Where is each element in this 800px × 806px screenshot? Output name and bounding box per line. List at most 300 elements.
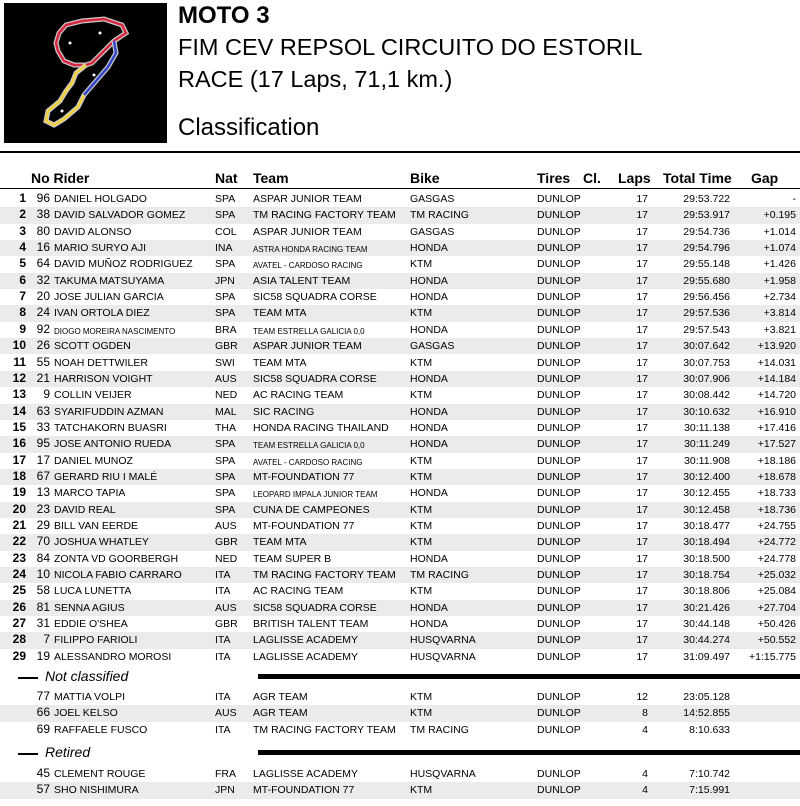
table-row — [0, 485, 800, 501]
tires: DUNLOP — [537, 372, 581, 385]
laps: 17 — [636, 569, 648, 582]
rider-number: 31 — [36, 616, 50, 631]
rider-name: DAVID REAL — [54, 503, 116, 516]
table-row — [0, 338, 800, 354]
total-time: 30:18.494 — [683, 536, 730, 549]
team-name: TEAM MTA — [253, 307, 307, 320]
laps: 17 — [636, 585, 648, 598]
table-row — [0, 518, 800, 534]
laps: 8 — [642, 707, 648, 720]
team-name: TEAM SUPER B — [253, 552, 332, 565]
position: 4 — [19, 240, 26, 255]
class-name: MOTO 3 — [178, 2, 270, 29]
circuit-map-logo — [4, 3, 167, 143]
rider-name: DANIEL HOLGADO — [54, 193, 147, 205]
gap: +25.084 — [757, 585, 796, 598]
team-name: ASIA TALENT TEAM — [253, 274, 351, 287]
team-name: BRITISH TALENT TEAM — [253, 618, 369, 631]
laps: 4 — [642, 768, 648, 780]
tires: DUNLOP — [537, 193, 581, 205]
rider-name: DAVID MUÑOZ RODRIGUEZ — [54, 258, 193, 271]
rider-name: LUCA LUNETTA — [54, 585, 132, 598]
table-row — [0, 649, 800, 665]
rider-name: MARIO SURYO AJI — [54, 242, 146, 255]
position: 1 — [19, 191, 26, 205]
gap: +3.821 — [763, 323, 796, 336]
total-time: 30:12.400 — [683, 470, 730, 483]
team-name: ASPAR JUNIOR TEAM — [253, 340, 362, 353]
event-title: FIM CEV REPSOL CIRCUITO DO ESTORIL — [178, 34, 643, 60]
team-name: HONDA RACING THAILAND — [253, 421, 389, 434]
bike: HONDA — [410, 552, 448, 565]
nationality: SPA — [215, 209, 236, 222]
rider-number: 45 — [36, 766, 50, 780]
rider-name: RAFFAELE FUSCO — [54, 723, 148, 736]
bike: HONDA — [410, 372, 448, 385]
rider-name: GERARD RIU I MALÉ — [54, 470, 158, 483]
tires: DUNLOP — [537, 650, 581, 663]
tires: DUNLOP — [537, 585, 581, 598]
team-name: TM RACING FACTORY TEAM — [253, 209, 396, 222]
laps: 17 — [636, 536, 648, 549]
bike: HONDA — [410, 601, 448, 614]
section-label: Retired — [45, 744, 91, 760]
laps: 4 — [642, 723, 648, 736]
rider-number: 10 — [36, 567, 50, 582]
race-info: RACE (17 Laps, 71,1 km.) — [178, 66, 453, 92]
position: 6 — [19, 272, 26, 287]
team-name: AVATEL - CARDOSO RACING — [253, 457, 363, 467]
gap: +1.958 — [763, 274, 796, 287]
team-name: SIC58 SQUADRA CORSE — [253, 372, 377, 385]
team-name: ASPAR JUNIOR TEAM — [253, 193, 362, 205]
laps: 17 — [636, 193, 648, 205]
tires: DUNLOP — [537, 618, 581, 631]
bike: GASGAS — [410, 193, 455, 205]
laps: 17 — [636, 389, 648, 402]
total-time: 29:57.536 — [683, 307, 730, 320]
table-row — [0, 567, 800, 583]
gap: +14.184 — [757, 372, 796, 385]
total-time: 29:53.917 — [683, 209, 730, 222]
rider-number: 64 — [36, 256, 50, 271]
team-name: MT-FOUNDATION 77 — [253, 470, 355, 483]
team-name: AGR TEAM — [253, 691, 308, 703]
tires: DUNLOP — [537, 634, 581, 647]
nationality: INA — [215, 242, 233, 255]
laps: 17 — [636, 405, 648, 418]
team-name: LEOPARD IMPALA JUNIOR TEAM — [253, 490, 378, 500]
laps: 17 — [636, 470, 648, 483]
gap: +16.910 — [757, 405, 796, 418]
rider-name: DAVID ALONSO — [54, 225, 132, 238]
position: 22 — [12, 534, 26, 549]
total-time: 30:11.138 — [684, 421, 730, 434]
total-time: 30:07.642 — [683, 340, 730, 353]
nationality: ITA — [215, 585, 231, 598]
table-row — [0, 600, 800, 616]
rider-number: 17 — [36, 452, 50, 467]
gap: +24.755 — [757, 520, 796, 532]
tires: DUNLOP — [537, 487, 581, 500]
bike: HONDA — [410, 323, 448, 336]
total-time: 8:10.633 — [689, 723, 730, 736]
rider-number: 57 — [36, 782, 50, 797]
team-name: CUNA DE CAMPEONES — [253, 503, 370, 516]
bike: KTM — [410, 585, 433, 598]
laps: 17 — [636, 650, 648, 663]
col-nat: Nat — [215, 170, 238, 186]
rider-number: 20 — [36, 289, 50, 304]
bike: HUSQVARNA — [410, 634, 476, 647]
gap: +14.720 — [757, 389, 796, 402]
bike: KTM — [410, 691, 433, 703]
table-row — [0, 469, 800, 485]
total-time: 30:08.442 — [683, 389, 730, 402]
bike: KTM — [410, 784, 433, 797]
bike: HONDA — [410, 618, 448, 631]
col-laps: Laps — [618, 170, 651, 186]
nationality: SPA — [215, 258, 236, 271]
rider-number: 29 — [36, 518, 50, 532]
rider-number: 58 — [36, 583, 50, 598]
nationality: ITA — [215, 650, 231, 663]
table-row — [0, 273, 800, 289]
rider-number: 9 — [43, 387, 50, 402]
nationality: SPA — [215, 503, 236, 516]
position: 5 — [19, 256, 26, 271]
total-time: 29:53.722 — [683, 193, 730, 205]
gap: +50.426 — [757, 618, 796, 631]
gap: +25.032 — [757, 569, 796, 582]
gap: +50.552 — [757, 634, 796, 647]
position: 24 — [12, 567, 26, 582]
total-time: 30:12.458 — [683, 503, 730, 516]
position: 18 — [12, 468, 26, 483]
rider-name: DIOGO MOREIRA NASCIMENTO — [54, 326, 176, 336]
rider-number: 38 — [36, 207, 50, 222]
rider-name: JOSE ANTONIO RUEDA — [54, 438, 172, 451]
position: 11 — [13, 354, 26, 369]
bike: KTM — [410, 707, 433, 720]
tires: DUNLOP — [537, 291, 581, 304]
gap: +13.920 — [757, 340, 796, 353]
gap: +1:15.775 — [748, 650, 796, 663]
bike: HONDA — [410, 242, 448, 255]
tires: DUNLOP — [537, 340, 581, 353]
rider-name: DANIEL MUNOZ — [54, 454, 133, 467]
rider-name: MATTIA VOLPI — [54, 691, 125, 703]
laps: 17 — [636, 487, 648, 500]
laps: 17 — [636, 438, 648, 451]
laps: 17 — [636, 225, 648, 238]
table-row — [0, 782, 800, 798]
col-cl: Cl. — [583, 170, 601, 186]
laps: 17 — [636, 454, 648, 467]
tires: DUNLOP — [537, 258, 581, 271]
tires: DUNLOP — [537, 768, 581, 780]
rider-name: CLEMENT ROUGE — [54, 768, 146, 780]
rider-number: 69 — [36, 721, 50, 736]
gap: +24.772 — [757, 536, 796, 549]
total-time: 30:18.500 — [683, 552, 730, 565]
table-row — [0, 689, 800, 705]
gap: +1.426 — [763, 258, 796, 271]
bike: HONDA — [410, 421, 448, 434]
team-name: SIC58 SQUADRA CORSE — [253, 601, 377, 614]
tires: DUNLOP — [537, 723, 581, 736]
gap: - — [792, 193, 796, 205]
position: 17 — [12, 452, 26, 467]
table-row — [0, 191, 800, 207]
bike: HONDA — [410, 274, 448, 287]
total-time: 7:10.742 — [689, 768, 730, 780]
laps: 17 — [636, 209, 648, 222]
laps: 17 — [636, 503, 648, 516]
tires: DUNLOP — [537, 421, 581, 434]
total-time: 7:15.991 — [689, 784, 730, 797]
laps: 17 — [636, 634, 648, 647]
nationality: SPA — [215, 470, 236, 483]
tires: DUNLOP — [537, 536, 581, 549]
rider-number: 77 — [36, 689, 50, 703]
tires: DUNLOP — [537, 707, 581, 720]
nationality: AUS — [215, 520, 237, 532]
tires: DUNLOP — [537, 454, 581, 467]
team-name: LAGLISSE ACADEMY — [253, 768, 359, 780]
total-time: 14:52.855 — [683, 707, 730, 720]
tires: DUNLOP — [537, 225, 581, 238]
tires: DUNLOP — [537, 356, 581, 369]
top-divider — [0, 151, 800, 153]
rider-number: 67 — [36, 468, 50, 483]
total-time: 30:18.806 — [683, 585, 730, 598]
position: 7 — [19, 289, 26, 304]
laps: 17 — [636, 520, 648, 532]
rider-number: 84 — [36, 550, 50, 565]
nationality: GBR — [215, 340, 238, 353]
team-name: MT-FOUNDATION 77 — [253, 784, 355, 797]
nationality: FRA — [215, 768, 236, 780]
rider-number: 63 — [36, 403, 50, 418]
table-row — [0, 404, 800, 420]
bike: TM RACING — [410, 569, 469, 582]
nationality: ITA — [215, 723, 231, 736]
table-row — [0, 722, 800, 738]
team-name: AC RACING TEAM — [253, 585, 344, 598]
col-gap: Gap — [751, 170, 779, 186]
team-name: AVATEL - CARDOSO RACING — [253, 261, 363, 271]
nationality: GBR — [215, 618, 238, 631]
document-type: Classification — [178, 114, 320, 141]
nationality: THA — [215, 421, 236, 434]
total-time: 30:11.249 — [684, 438, 730, 451]
nationality: SPA — [215, 487, 236, 500]
team-name: TM RACING FACTORY TEAM — [253, 569, 396, 582]
rider-number: 33 — [36, 419, 50, 434]
section-dash — [18, 677, 38, 679]
tires: DUNLOP — [537, 323, 581, 336]
position: 27 — [12, 616, 26, 631]
total-time: 30:07.753 — [683, 356, 730, 369]
table-row — [0, 705, 800, 721]
total-time: 29:55.680 — [683, 274, 730, 287]
rider-name: JOSHUA WHATLEY — [54, 536, 149, 549]
gap: +18.186 — [757, 454, 796, 467]
laps: 17 — [636, 258, 648, 271]
table-row — [0, 256, 800, 272]
table-row — [0, 420, 800, 436]
nationality: SPA — [215, 193, 236, 205]
nationality: NED — [215, 389, 238, 402]
bike: HONDA — [410, 438, 448, 451]
team-name: TEAM MTA — [253, 356, 307, 369]
laps: 17 — [636, 291, 648, 304]
laps: 12 — [636, 691, 648, 703]
total-time: 30:12.455 — [683, 487, 730, 500]
gap: +17.416 — [757, 421, 796, 434]
table-row — [0, 766, 800, 782]
rider-name: SYARIFUDDIN AZMAN — [54, 405, 164, 418]
tires: DUNLOP — [537, 503, 581, 516]
team-name: SIC RACING — [253, 405, 315, 418]
bike: HONDA — [410, 487, 448, 500]
rider-number: 66 — [36, 705, 50, 720]
section-bar — [258, 750, 800, 755]
section-dash — [18, 753, 38, 755]
table-row — [0, 289, 800, 305]
rider-name: SHO NISHIMURA — [54, 784, 139, 797]
bike: GASGAS — [410, 340, 455, 353]
team-name: TEAM ESTRELLA GALICIA 0,0 — [253, 326, 365, 336]
rider-name: COLLIN VEIJER — [54, 389, 132, 402]
rider-number: 96 — [36, 191, 50, 205]
team-name: TM RACING FACTORY TEAM — [253, 723, 396, 736]
tires: DUNLOP — [537, 438, 581, 451]
total-time: 29:54.796 — [683, 242, 730, 255]
bike: KTM — [410, 258, 433, 271]
tires: DUNLOP — [537, 691, 581, 703]
rider-number: 95 — [36, 436, 50, 451]
bike: HONDA — [410, 405, 448, 418]
col-team: Team — [253, 170, 289, 186]
bike: HUSQVARNA — [410, 768, 476, 780]
col-bike: Bike — [410, 170, 440, 186]
tires: DUNLOP — [537, 274, 581, 287]
position: 25 — [12, 583, 26, 598]
bike: KTM — [410, 307, 433, 320]
table-row — [0, 583, 800, 599]
rider-number: 7 — [43, 632, 50, 647]
position: 2 — [19, 207, 26, 222]
nationality: BRA — [215, 323, 237, 336]
gap: +18.678 — [757, 470, 796, 483]
position: 15 — [12, 419, 26, 434]
tires: DUNLOP — [537, 520, 581, 532]
laps: 17 — [636, 274, 648, 287]
total-time: 29:57.543 — [683, 323, 730, 336]
nationality: NED — [215, 552, 238, 565]
bike: GASGAS — [410, 225, 455, 238]
position: 10 — [12, 338, 26, 353]
table-row — [0, 534, 800, 550]
bike: HUSQVARNA — [410, 650, 476, 663]
gap: +2.734 — [763, 291, 796, 304]
table-row — [0, 224, 800, 240]
laps: 17 — [636, 307, 648, 320]
tires: DUNLOP — [537, 209, 581, 222]
position: 13 — [12, 387, 26, 402]
table-row — [0, 355, 800, 371]
rider-number: 19 — [36, 648, 50, 663]
nationality: AUS — [215, 601, 237, 614]
gap: +14.031 — [757, 356, 796, 369]
team-name: AC RACING TEAM — [253, 389, 344, 402]
tires: DUNLOP — [537, 389, 581, 402]
bike: KTM — [410, 356, 433, 369]
rider-name: JOSE JULIAN GARCIA — [54, 291, 164, 304]
nationality: AUS — [215, 707, 237, 720]
table-row — [0, 502, 800, 518]
col-total-time: Total Time — [663, 170, 732, 186]
gap: +18.733 — [757, 487, 796, 500]
team-name: TEAM ESTRELLA GALICIA 0,0 — [253, 441, 365, 451]
bike: KTM — [410, 503, 433, 516]
total-time: 30:07.906 — [683, 372, 730, 385]
not-classified-header — [0, 667, 800, 687]
table-row — [0, 371, 800, 387]
rider-name: ALESSANDRO MOROSI — [54, 650, 172, 663]
nationality: ITA — [215, 569, 231, 582]
bike: KTM — [410, 520, 433, 532]
bike: KTM — [410, 454, 433, 467]
bike: KTM — [410, 536, 433, 549]
table-row — [0, 436, 800, 452]
laps: 17 — [636, 340, 648, 353]
nationality: SPA — [215, 307, 236, 320]
rider-name: IVAN ORTOLA DIEZ — [54, 307, 150, 320]
section-label: Not classified — [45, 668, 129, 684]
position: 23 — [12, 550, 26, 565]
nationality: SPA — [215, 454, 236, 467]
tires: DUNLOP — [537, 242, 581, 255]
rider-name: BILL VAN EERDE — [54, 520, 139, 532]
rider-number: 23 — [36, 501, 50, 516]
gap: +18.736 — [757, 503, 796, 516]
gap: +27.704 — [757, 601, 796, 614]
bike: TM RACING — [410, 209, 469, 222]
table-row — [0, 453, 800, 469]
laps: 17 — [636, 618, 648, 631]
rider-number: 16 — [36, 240, 50, 255]
table-row — [0, 240, 800, 256]
gap: +0.195 — [763, 209, 796, 222]
laps: 17 — [636, 242, 648, 255]
table-row — [0, 616, 800, 632]
total-time: 30:44.274 — [683, 634, 730, 647]
total-time: 31:09.497 — [683, 650, 730, 663]
tires: DUNLOP — [537, 470, 581, 483]
position: 19 — [12, 485, 26, 500]
table-row — [0, 632, 800, 648]
team-name: LAGLISSE ACADEMY — [253, 634, 359, 647]
table-row — [0, 322, 800, 338]
laps: 17 — [636, 323, 648, 336]
nationality: JPN — [215, 784, 235, 797]
nationality: COL — [215, 225, 237, 238]
rider-number: 80 — [36, 223, 50, 238]
bike: TM RACING — [410, 723, 469, 736]
